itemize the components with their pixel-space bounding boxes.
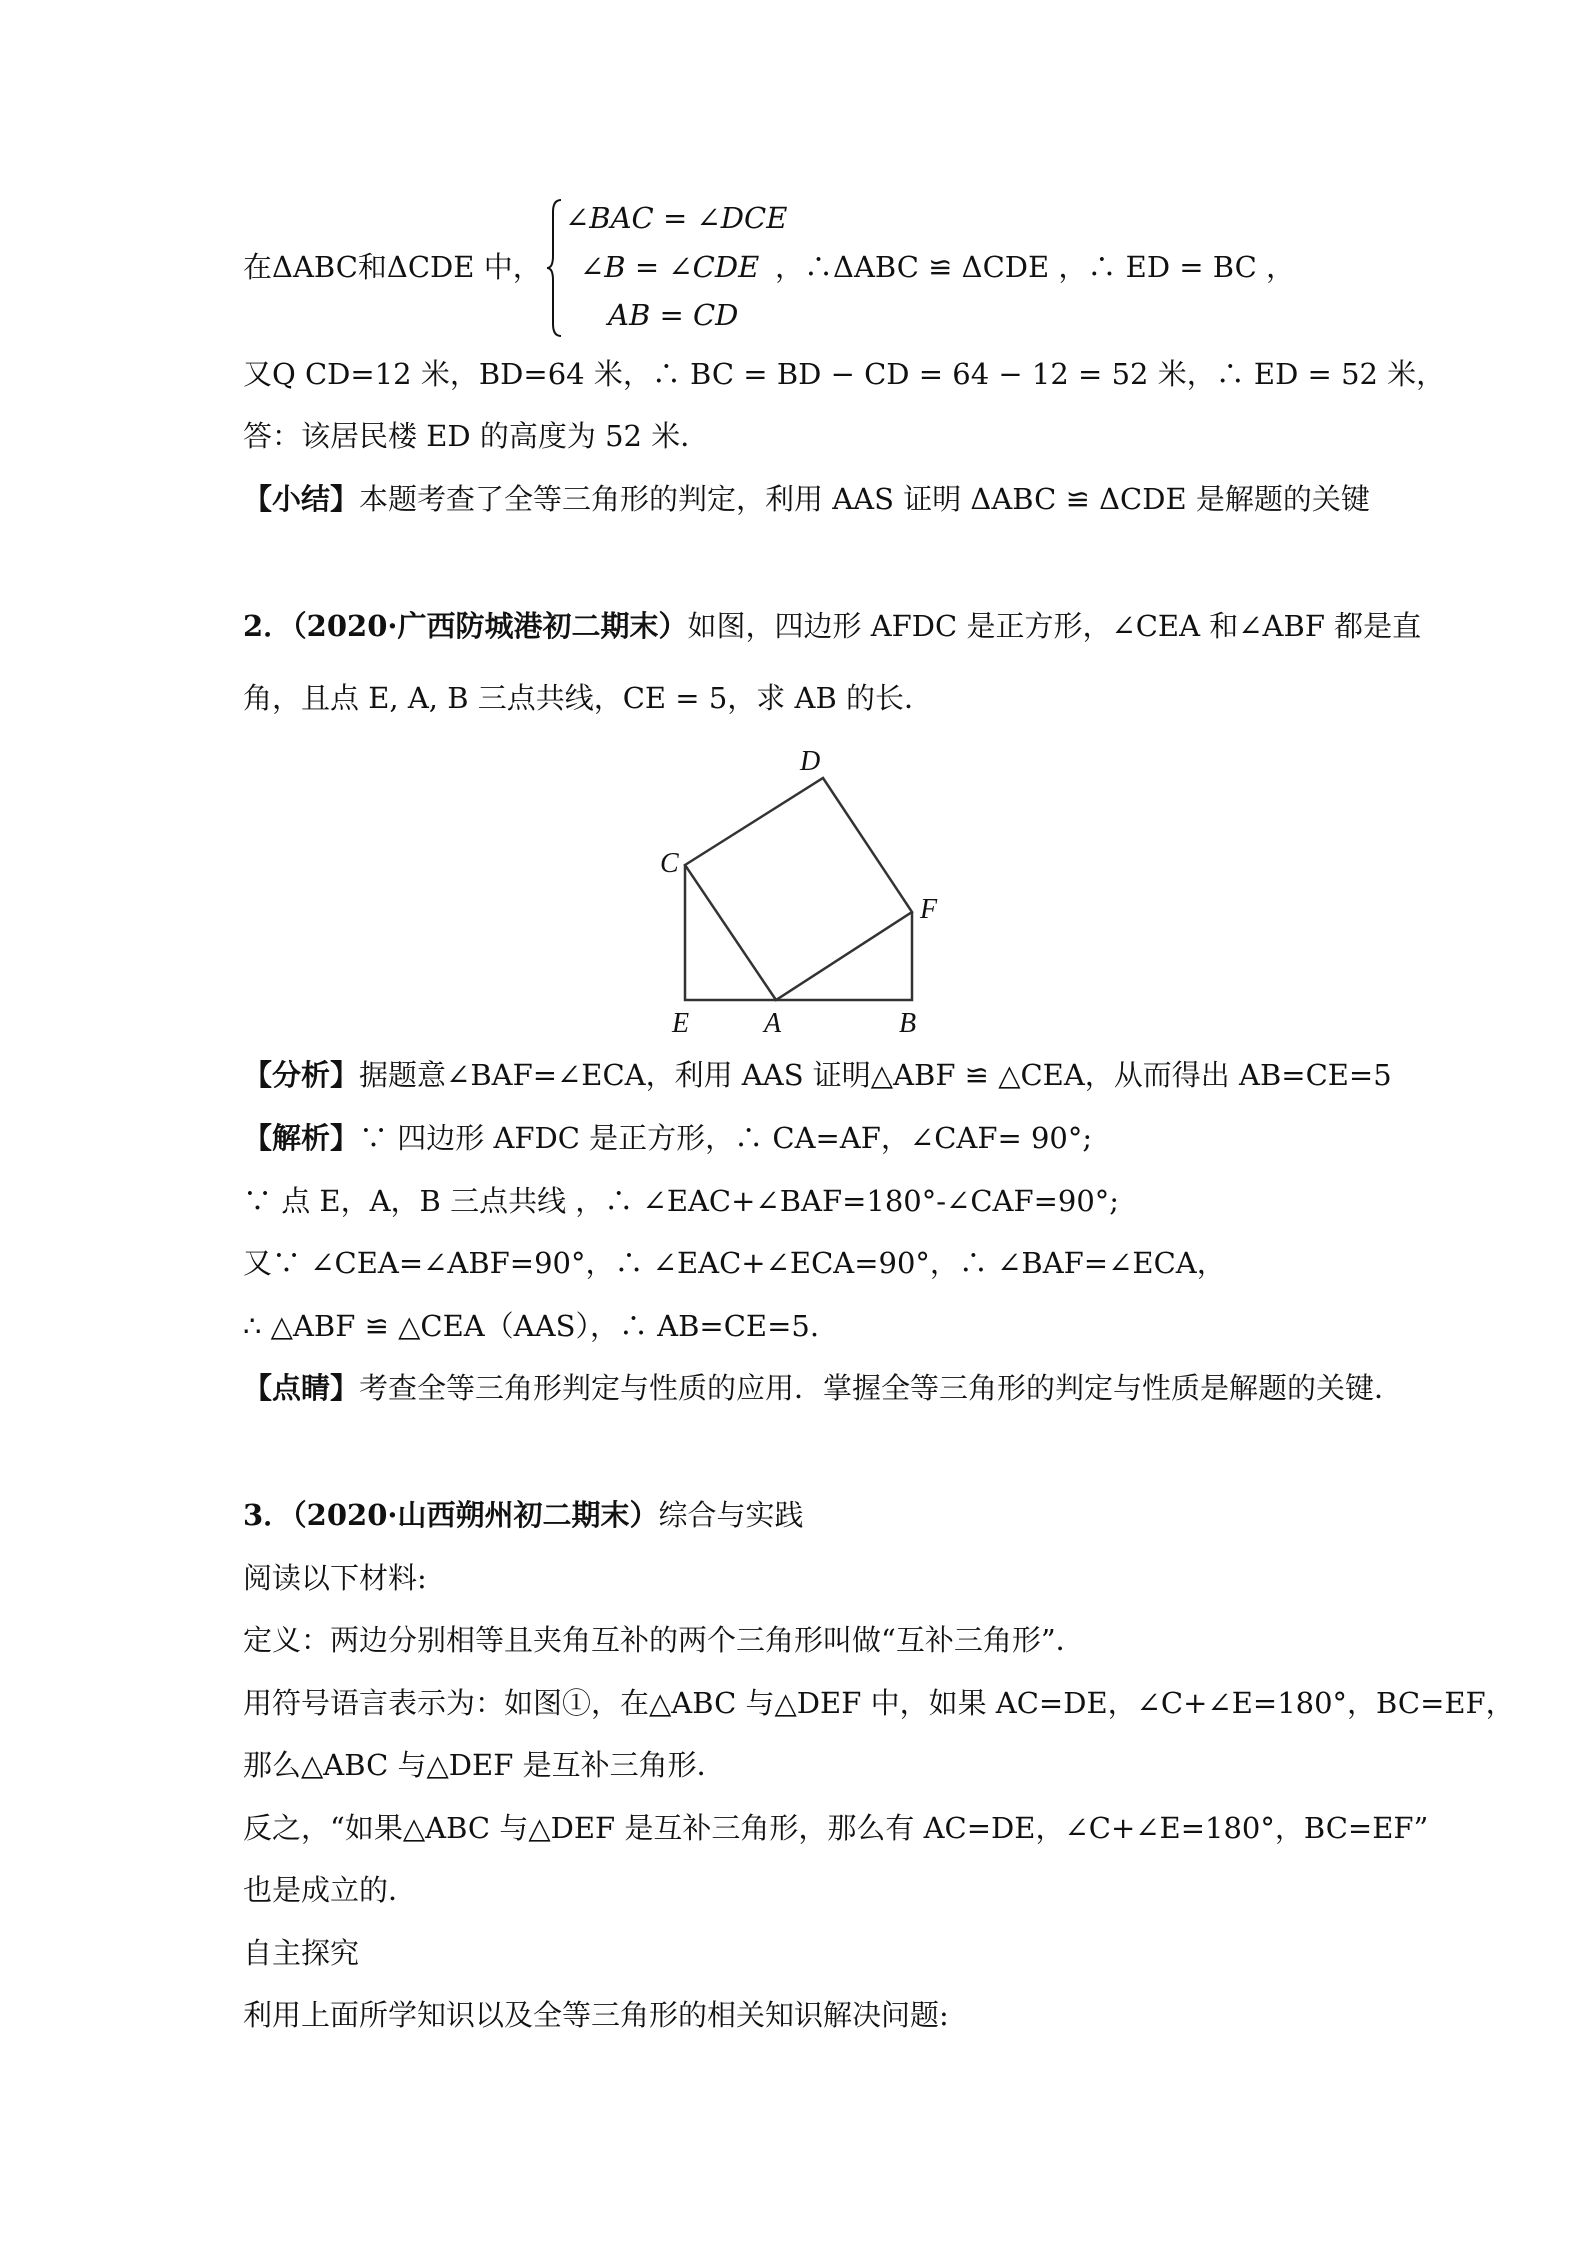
problem2-text-1: 如图，四边形 AFDC 是正方形，∠CEA 和∠ABF 都是直: [687, 609, 1422, 643]
solution2-line-3: 又∵ ∠CEA=∠ABF=90°，∴ ∠EAC+∠ECA=90°，∴ ∠BAF=∠ECA，: [243, 1246, 1226, 1280]
solution-intro: 在ΔABC和ΔCDE 中，: [243, 250, 542, 284]
problem3-title: 综合与实践: [658, 1498, 804, 1532]
label-e: E: [672, 1008, 690, 1039]
problem3-line-9: 利用上面所学知识以及全等三角形的相关知识解决问题:: [243, 1998, 949, 2032]
solution-line-2: 又Q CD=12 米，BD=64 米，∴ BC = BD − CD = 64 − 12 = 52 米，∴ ED = 52 米，: [243, 357, 1446, 391]
label-c: C: [660, 848, 679, 879]
analysis-tag: 【分析】: [243, 1058, 360, 1092]
solution2-line-2: ∵ 点 E，A，B 三点共线 ，∴ ∠EAC+∠BAF=180°-∠CAF=90°;: [243, 1184, 1120, 1218]
right-triangles-outline: [685, 865, 912, 1000]
summary-tag: 【小结】: [243, 482, 360, 516]
case-line-1: ∠BAC = ∠DCE: [565, 201, 788, 235]
problem3-line-6: 反之，“如果△ABC 与△DEF 是互补三角形，那么有 AC=DE，∠C+∠E=180°，BC=EF”: [243, 1811, 1429, 1845]
congruence-result: ，∴ΔABC ≌ ΔCDE ，∴ ED = BC ，: [775, 250, 1296, 284]
label-b: B: [899, 1008, 917, 1039]
label-d: D: [800, 746, 821, 777]
square-afdc: [685, 778, 912, 1000]
solution2-text-1: ∵ 四边形 AFDC 是正方形，∴ CA=AF，∠CAF= 90°;: [359, 1121, 1093, 1155]
label-a: A: [764, 1008, 782, 1039]
summary: [243, 479, 1370, 519]
problem3-line-1: [243, 1495, 804, 1535]
problem3-line-3: 定义：两边分别相等且夹角互补的两个三角形叫做“互补三角形”．: [243, 1623, 1085, 1657]
solution-line-3: 答：该居民楼 ED 的高度为 52 米．: [243, 419, 710, 453]
solution2-line-1: [243, 1118, 1092, 1158]
problem3-line-2: 阅读以下材料:: [243, 1561, 427, 1595]
problem3-line-5: 那么△ABC 与△DEF 是互补三角形．: [243, 1748, 726, 1782]
problem3-head: 3．（2020·山西朔州初二期末）: [243, 1498, 659, 1532]
comment-text: 考查全等三角形判定与性质的应用．掌握全等三角形的判定与性质是解题的关键．: [359, 1371, 1404, 1405]
problem3-line-8: 自主探究: [243, 1936, 360, 1970]
comment-tag: 【点睛】: [243, 1371, 360, 1405]
comment: [243, 1368, 1403, 1408]
label-f: F: [920, 894, 938, 925]
problem2-head: 2．（2020·广西防城港初二期末）: [243, 609, 688, 643]
case-line-3: AB = CD: [608, 298, 739, 332]
square-figure: [640, 740, 980, 1040]
left-brace: [545, 198, 565, 338]
case-line-2: ∠B = ∠CDE: [580, 250, 760, 284]
solution-tag: 【解析】: [243, 1121, 360, 1155]
analysis-text: 据题意∠BAF=∠ECA，利用 AAS 证明△ABF ≌ △CEA，从而得出 AB=CE=5: [359, 1058, 1392, 1092]
problem3-line-7: 也是成立的．: [243, 1873, 418, 1907]
solution2-line-4: ∴ △ABF ≌ △CEA（AAS），∴ AB=CE=5.: [243, 1309, 820, 1343]
analysis: [243, 1055, 1392, 1095]
problem3-line-4: 用符号语言表示为：如图①，在△ABC 与△DEF 中，如果 AC=DE，∠C+∠E=180°，BC=EF，: [243, 1686, 1515, 1720]
problem2-line-1: [243, 606, 1421, 646]
summary-text: 本题考查了全等三角形的判定，利用 AAS 证明 ΔABC ≌ ΔCDE 是解题的关键: [359, 482, 1370, 516]
problem2-text-2: 角，且点 E, A, B 三点共线，CE = 5，求 AB 的长．: [243, 681, 933, 715]
